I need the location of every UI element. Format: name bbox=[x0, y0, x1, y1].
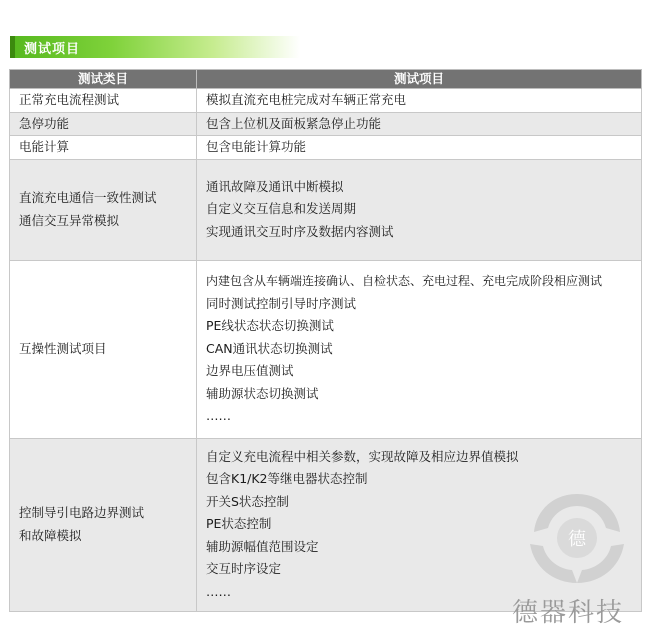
category-text: 通信交互异常模拟 bbox=[19, 212, 120, 228]
logo-char: 德 bbox=[568, 529, 586, 550]
category-text: 正常充电流程测试 bbox=[19, 92, 120, 107]
category-cell bbox=[10, 438, 197, 611]
section-header-accent bbox=[10, 36, 15, 58]
category-cell bbox=[10, 89, 197, 113]
item-text: 自定义充电流程中相关参数，实现故障及相应边界值模拟 bbox=[206, 448, 519, 464]
item-text: 实现通讯交互时序及数据内容测试 bbox=[206, 223, 394, 239]
table-header-row bbox=[10, 70, 642, 89]
category-text: 急停功能 bbox=[19, 115, 70, 131]
item-text: 同时测试控制引导时序测试 bbox=[206, 295, 357, 311]
item-text: PE线状态状态切换测试 bbox=[206, 318, 334, 334]
item-text: 开关S状态控制 bbox=[206, 493, 289, 509]
item-text: …… bbox=[206, 583, 231, 599]
item-text: 内建包含从车辆端连接确认、自检状态、充电过程、充电完成阶段相应测试 bbox=[206, 274, 603, 289]
item-text: 包含电能计算功能 bbox=[206, 139, 307, 154]
items-cell bbox=[197, 89, 642, 113]
header-items: 测试项目 bbox=[197, 70, 642, 89]
item-text: 自定义交互信息和发送周期 bbox=[206, 201, 357, 217]
brand-watermark-text: 德器科技 bbox=[512, 598, 625, 628]
category-text: 直流充电通信一致性测试 bbox=[19, 190, 157, 205]
table-row bbox=[10, 136, 642, 160]
section-header bbox=[10, 36, 300, 58]
header-category: 测试类目 bbox=[10, 70, 197, 89]
item-text: 辅助源幅值范围设定 bbox=[206, 538, 319, 554]
table-row bbox=[10, 260, 642, 438]
category-text: 控制导引电路边界测试 bbox=[19, 505, 145, 520]
category-text: 电能计算 bbox=[19, 139, 70, 154]
items-cell bbox=[197, 112, 642, 136]
item-text: 通讯故障及通讯中断模拟 bbox=[206, 178, 344, 194]
table-row bbox=[10, 159, 642, 260]
category-cell bbox=[10, 159, 197, 260]
brand-logo-watermark bbox=[522, 488, 632, 588]
item-text: 辅助源状态切换测试 bbox=[206, 385, 319, 401]
item-text: PE状态控制 bbox=[206, 516, 272, 532]
item-text: 交互时序设定 bbox=[206, 561, 282, 577]
items-cell bbox=[197, 159, 642, 260]
category-cell bbox=[10, 112, 197, 136]
category-cell bbox=[10, 136, 197, 160]
category-cell bbox=[10, 260, 197, 438]
category-text: 互操性测试项目 bbox=[19, 340, 107, 356]
section-title: 测试项目 bbox=[24, 42, 81, 57]
category-text: 和故障模拟 bbox=[19, 527, 82, 543]
item-text: 包含K1/K2等继电器状态控制 bbox=[206, 471, 368, 487]
item-text: …… bbox=[206, 408, 231, 424]
item-text: 边界电压值测试 bbox=[206, 363, 294, 379]
items-cell bbox=[197, 136, 642, 160]
item-text: CAN通讯状态切换测试 bbox=[206, 340, 333, 356]
item-text: 模拟直流充电桩完成对车辆正常充电 bbox=[206, 92, 407, 107]
items-cell bbox=[197, 260, 642, 438]
table-row bbox=[10, 89, 642, 113]
item-text: 包含上位机及面板紧急停止功能 bbox=[206, 115, 382, 131]
table-row bbox=[10, 112, 642, 136]
